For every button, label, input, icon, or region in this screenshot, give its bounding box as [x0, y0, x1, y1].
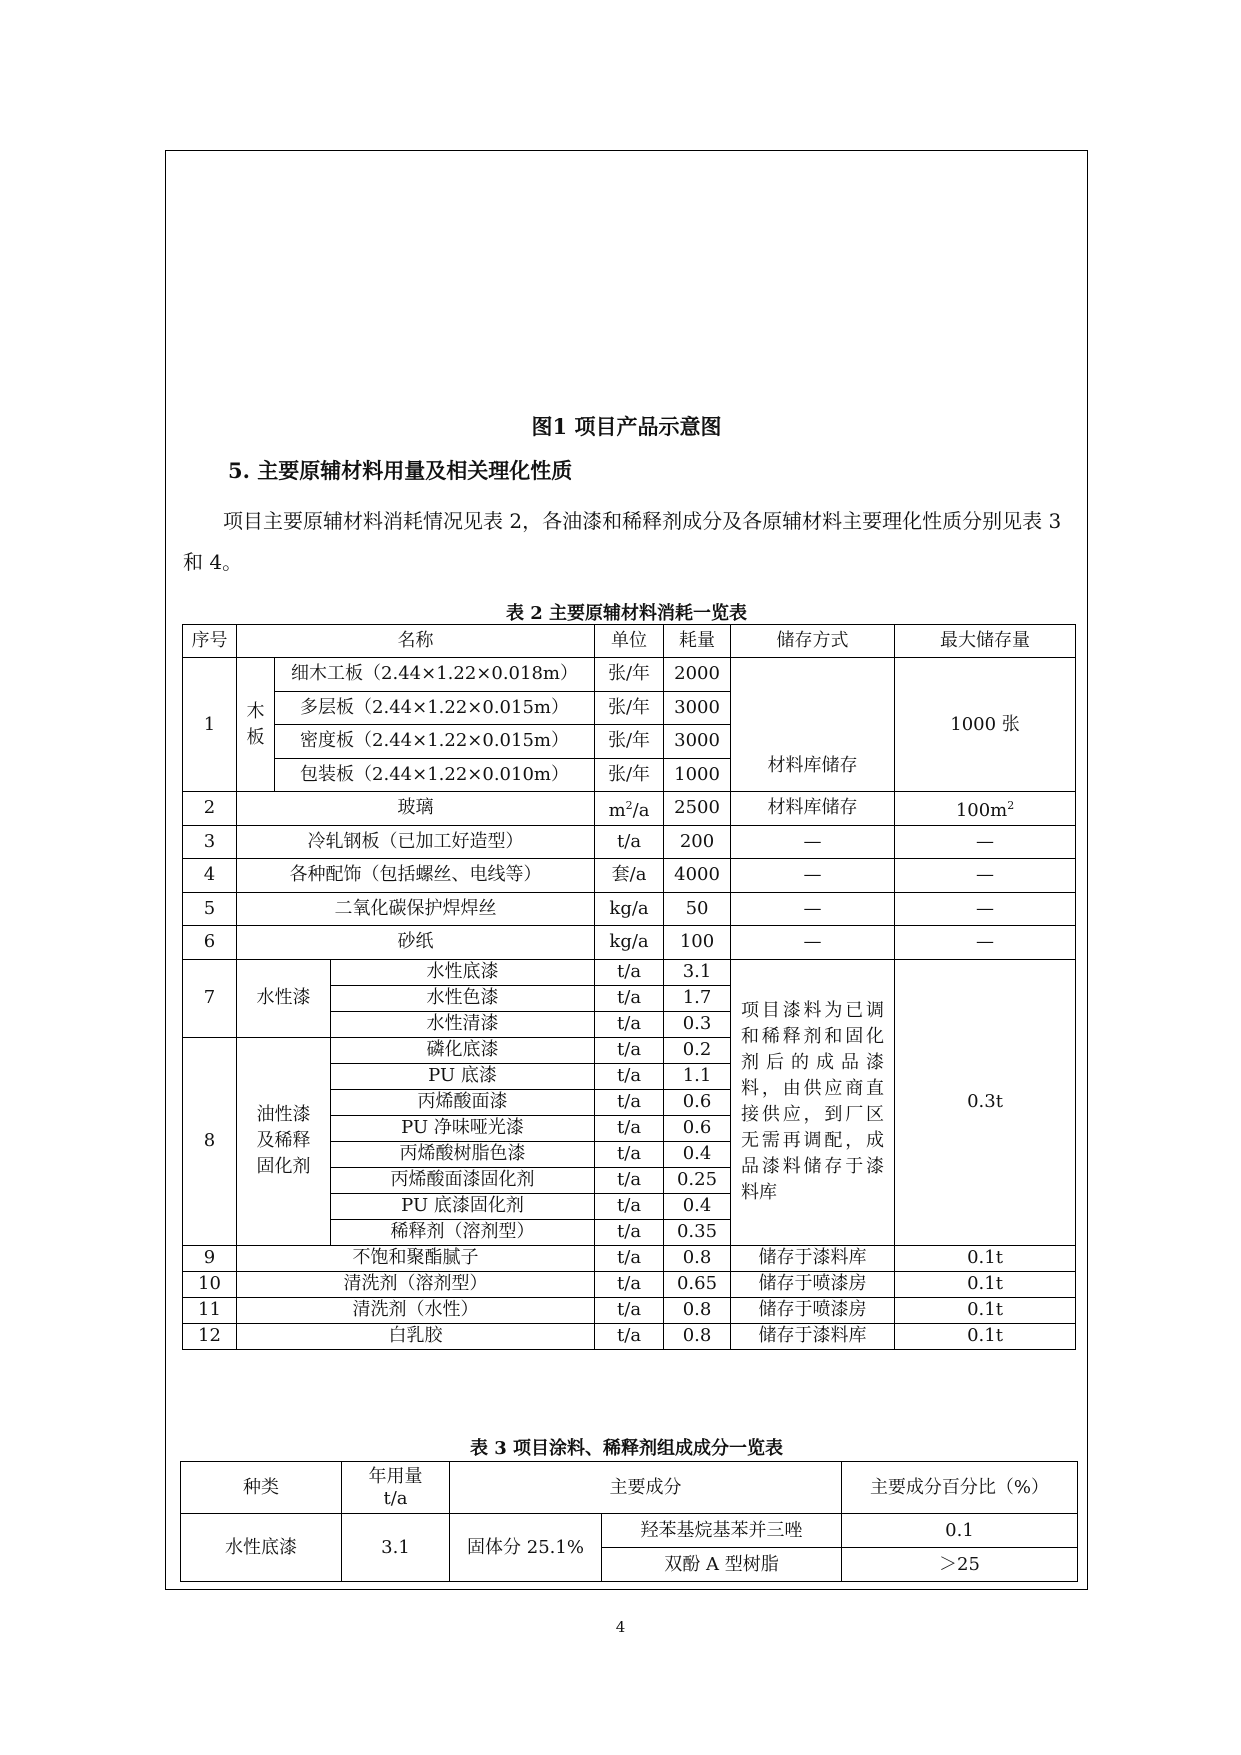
group-cell: 木板	[237, 658, 275, 792]
storage-cell: 储存于漆料库	[731, 1323, 895, 1349]
component-cell: 双酚 A 型树脂	[602, 1548, 842, 1582]
section-heading: 5. 主要原辅材料用量及相关理化性质	[228, 458, 573, 483]
header-cell: 储存方式	[731, 625, 895, 658]
table-row	[183, 1245, 1076, 1271]
seq-cell: 2	[183, 792, 237, 826]
page-number: 4	[615, 1618, 626, 1636]
header-cell: 最大储存量	[895, 625, 1076, 658]
table-row	[183, 1271, 1076, 1297]
unit-cell: 张/年	[595, 725, 664, 759]
superscript: 2	[625, 798, 633, 812]
name-cell: 丙烯酸面漆	[331, 1089, 595, 1115]
qty-cell: 3000	[664, 691, 731, 725]
max-cell: —	[895, 859, 1076, 893]
table3-title: 表 3 项目涂料、稀释剂组成成分一览表	[469, 1438, 784, 1459]
qty-cell: 4000	[664, 859, 731, 893]
unit-cell: kg/a	[595, 926, 664, 960]
name-cell: PU 底漆固化剂	[331, 1193, 595, 1219]
name-cell: 稀释剂（溶剂型）	[331, 1219, 595, 1245]
unit-cell: t/a	[595, 985, 664, 1011]
unit-cell: 张/年	[595, 658, 664, 692]
percent-cell: 0.1	[842, 1514, 1078, 1548]
name-cell: PU 底漆	[331, 1063, 595, 1089]
seq-cell: 12	[183, 1323, 237, 1349]
qty-cell: 0.25	[664, 1167, 731, 1193]
max-cell: 0.1t	[895, 1297, 1076, 1323]
unit-cell: t/a	[595, 1271, 664, 1297]
type-cell: 水性底漆	[181, 1514, 342, 1582]
storage-cell: 材料库储存	[731, 792, 895, 826]
figure-caption: 图1 项目产品示意图	[531, 414, 722, 439]
max-cell: 0.1t	[895, 1323, 1076, 1349]
unit-cell: 张/年	[595, 691, 664, 725]
max-cell: 0.3t	[895, 959, 1076, 1245]
storage-cell: 储存于喷漆房	[731, 1297, 895, 1323]
page-frame	[165, 150, 1088, 1590]
seq-cell: 11	[183, 1297, 237, 1323]
qty-cell: 0.8	[664, 1323, 731, 1349]
name-cell: 丙烯酸面漆固化剂	[331, 1167, 595, 1193]
unit-cell: t/a	[595, 1245, 664, 1271]
qty-cell: 0.8	[664, 1245, 731, 1271]
unit-cell: t/a	[595, 1115, 664, 1141]
table-row	[183, 658, 1076, 692]
table-row	[183, 1323, 1076, 1349]
header-cell: 年用量 t/a	[342, 1462, 450, 1514]
qty-cell: 1.1	[664, 1063, 731, 1089]
group-cell: 水性漆	[237, 959, 331, 1037]
storage-cell: —	[731, 859, 895, 893]
qty-cell: 3000	[664, 725, 731, 759]
seq-cell: 3	[183, 825, 237, 859]
unit-cell: t/a	[595, 1297, 664, 1323]
seq-cell: 4	[183, 859, 237, 893]
max-cell: 0.1t	[895, 1271, 1076, 1297]
table-row	[183, 892, 1076, 926]
name-cell: 清洗剂（水性）	[237, 1297, 595, 1323]
max-cell: —	[895, 825, 1076, 859]
seq-cell: 1	[183, 658, 237, 792]
materials-table	[182, 624, 1076, 1350]
header-cell: 主要成分	[450, 1462, 842, 1514]
table-row	[183, 825, 1076, 859]
unit-cell: t/a	[595, 1063, 664, 1089]
storage-cell: —	[731, 926, 895, 960]
name-cell: 水性色漆	[331, 985, 595, 1011]
name-cell: 密度板（2.44×1.22×0.015m）	[275, 725, 595, 759]
storage-cell: —	[731, 892, 895, 926]
max-cell: 1000 张	[895, 658, 1076, 792]
header-cell: 序号	[183, 625, 237, 658]
qty-cell: 0.6	[664, 1115, 731, 1141]
storage-cell: 储存于喷漆房	[731, 1271, 895, 1297]
storage-cell: 储存于漆料库	[731, 1245, 895, 1271]
name-cell: 玻璃	[237, 792, 595, 826]
qty-cell: 2000	[664, 658, 731, 692]
name-cell: 砂纸	[237, 926, 595, 960]
table-row	[183, 959, 1076, 985]
percent-cell: ＞25	[842, 1548, 1078, 1582]
name-cell: 清洗剂（溶剂型）	[237, 1271, 595, 1297]
storage-cell: —	[731, 825, 895, 859]
qty-cell: 0.4	[664, 1193, 731, 1219]
name-cell: 磷化底漆	[331, 1037, 595, 1063]
qty-cell: 0.65	[664, 1271, 731, 1297]
unit-cell: t/a	[595, 1089, 664, 1115]
max-cell: —	[895, 892, 1076, 926]
name-cell: 多层板（2.44×1.22×0.015m）	[275, 691, 595, 725]
composition-table	[180, 1461, 1078, 1582]
qty-cell: 0.8	[664, 1297, 731, 1323]
qty-cell: 0.2	[664, 1037, 731, 1063]
name-cell: 细木工板（2.44×1.22×0.018m）	[275, 658, 595, 692]
amount-cell: 3.1	[342, 1514, 450, 1582]
qty-cell: 0.6	[664, 1089, 731, 1115]
name-cell: 冷轧钢板（已加工好造型）	[237, 825, 595, 859]
seq-cell: 9	[183, 1245, 237, 1271]
seq-cell: 8	[183, 1037, 237, 1245]
seq-cell: 5	[183, 892, 237, 926]
table-row	[183, 926, 1076, 960]
solid-cell: 固体分 25.1%	[450, 1514, 602, 1582]
header-row	[181, 1462, 1078, 1514]
qty-cell: 100	[664, 926, 731, 960]
qty-cell: 50	[664, 892, 731, 926]
qty-cell: 0.35	[664, 1219, 731, 1245]
header-row	[183, 625, 1076, 658]
unit-cell: t/a	[595, 1011, 664, 1037]
header-cell: 主要成分百分比（%）	[842, 1462, 1078, 1514]
unit-cell: t/a	[595, 1167, 664, 1193]
unit-cell: t/a	[595, 1193, 664, 1219]
unit-cell: t/a	[595, 1219, 664, 1245]
unit-cell: 张/年	[595, 758, 664, 792]
unit-cell: t/a	[595, 959, 664, 985]
group-cell: 油性漆及稀释固化剂	[237, 1037, 331, 1245]
table-row	[183, 792, 1076, 826]
table2-title: 表 2 主要原辅材料消耗一览表	[505, 603, 748, 624]
component-cell: 羟苯基烷基苯并三唑	[602, 1514, 842, 1548]
seq-cell: 7	[183, 959, 237, 1037]
unit-cell: kg/a	[595, 892, 664, 926]
storage-cell: 材料库储存	[731, 658, 895, 792]
seq-cell: 6	[183, 926, 237, 960]
name-cell: PU 净味哑光漆	[331, 1115, 595, 1141]
header-cell: 耗量	[664, 625, 731, 658]
qty-cell: 2500	[664, 792, 731, 826]
seq-cell: 10	[183, 1271, 237, 1297]
qty-cell: 3.1	[664, 959, 731, 985]
name-cell: 丙烯酸树脂色漆	[331, 1141, 595, 1167]
unit-cell: t/a	[595, 825, 664, 859]
max-cell: 0.1t	[895, 1245, 1076, 1271]
name-cell: 水性清漆	[331, 1011, 595, 1037]
max-cell: $100m^2$	[895, 792, 1076, 826]
qty-cell: 200	[664, 825, 731, 859]
name-cell: 二氧化碳保护焊焊丝	[237, 892, 595, 926]
table-row	[181, 1514, 1078, 1548]
unit-cell: t/a	[595, 1141, 664, 1167]
name-cell: 水性底漆	[331, 959, 595, 985]
unit-cell: t/a	[595, 1037, 664, 1063]
qty-cell: 1.7	[664, 985, 731, 1011]
name-cell: 白乳胶	[237, 1323, 595, 1349]
intro-paragraph: 项目主要原辅材料消耗情况见表 2，各油漆和稀释剂成分及各原辅材料主要理化性质分别见表 3 和 4。	[183, 509, 1062, 574]
name-cell: 各种配饰（包括螺丝、电线等）	[237, 859, 595, 893]
superscript: 2	[1007, 798, 1015, 812]
name-cell: 包装板（2.44×1.22×0.010m）	[275, 758, 595, 792]
header-cell: 名称	[237, 625, 595, 658]
qty-cell: 0.3	[664, 1011, 731, 1037]
unit-cell: $m^2/a$	[595, 792, 664, 826]
unit-cell: 套/a	[595, 859, 664, 893]
qty-cell: 0.4	[664, 1141, 731, 1167]
header-cell: 单位	[595, 625, 664, 658]
header-cell: 种类	[181, 1462, 342, 1514]
qty-cell: 1000	[664, 758, 731, 792]
storage-cell: 项目漆料为已调和稀释剂和固化剂后的成品漆料，由供应商直接供应，到厂区无需再调配，成品漆料储存于漆料库	[731, 959, 895, 1245]
name-cell: 不饱和聚酯腻子	[237, 1245, 595, 1271]
table-row	[183, 1297, 1076, 1323]
max-cell: —	[895, 926, 1076, 960]
unit-cell: t/a	[595, 1323, 664, 1349]
table-row	[183, 859, 1076, 893]
